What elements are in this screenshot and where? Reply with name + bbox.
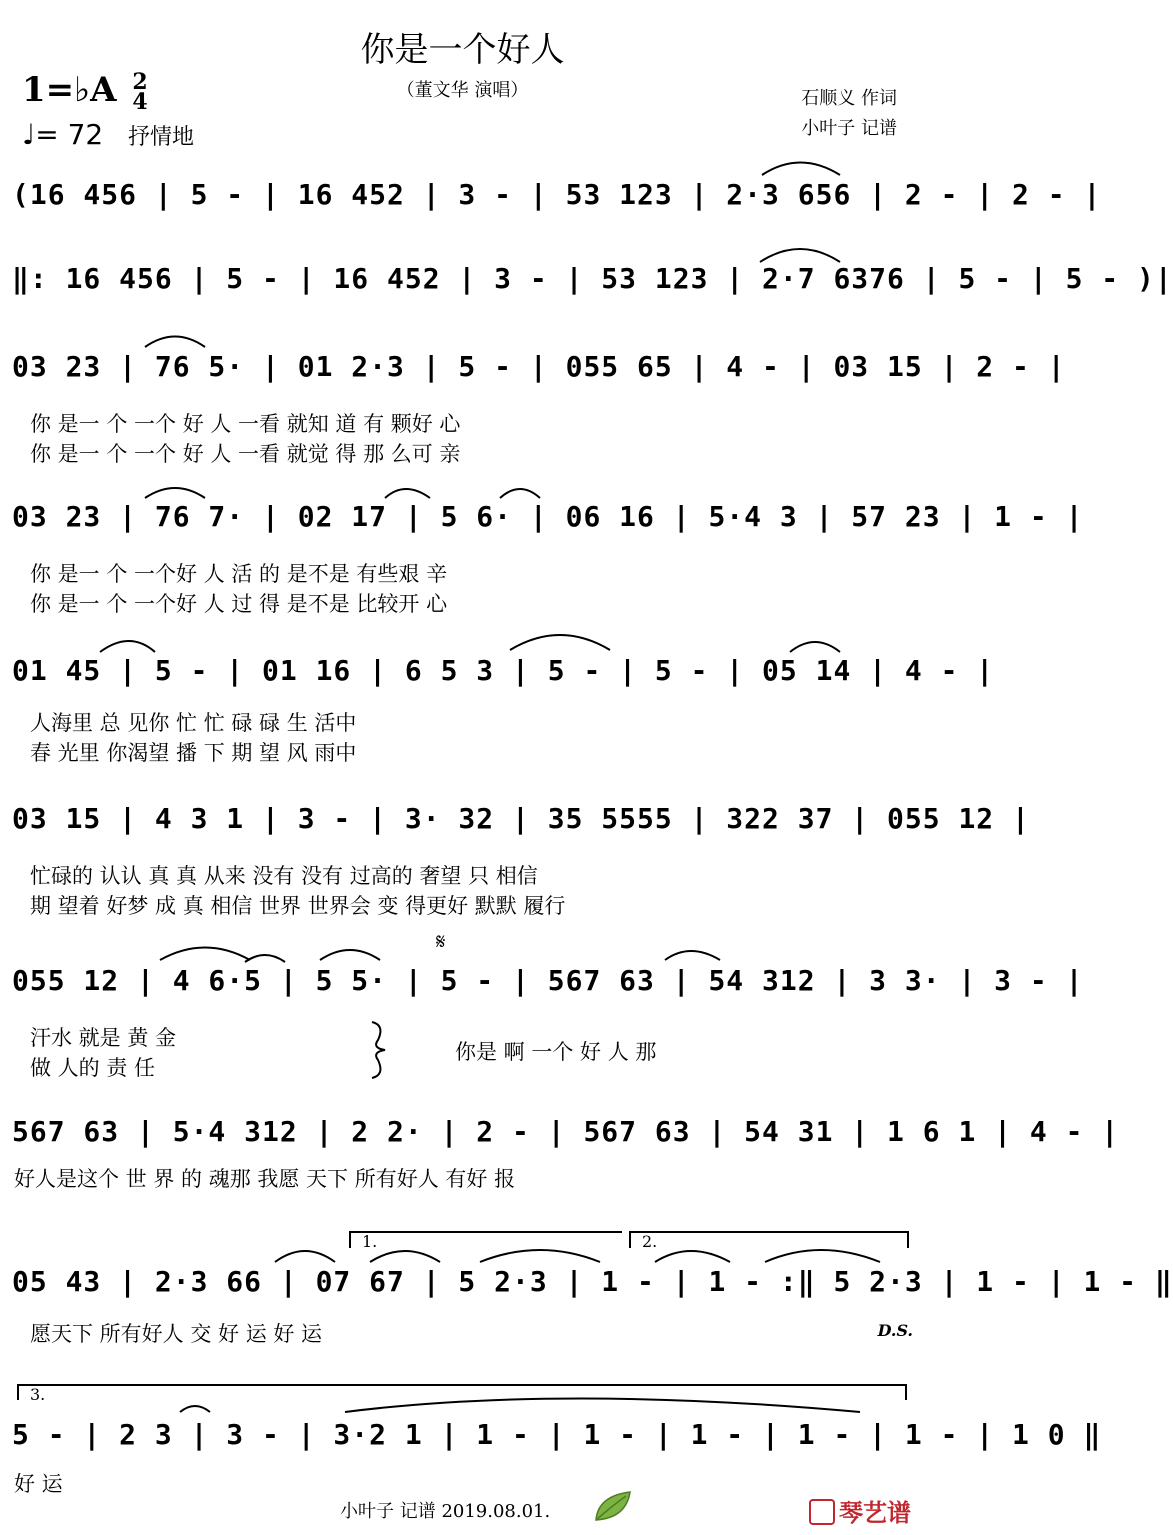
volta-1-label: 1. (362, 1232, 378, 1251)
slur (180, 1406, 210, 1412)
transcriber-credit: 小叶子 记谱 (801, 118, 897, 139)
dal-segno-mark: D.S. (877, 1321, 913, 1340)
song-title: 你是一个好人 (360, 30, 565, 70)
slur (480, 1250, 600, 1262)
lyric-row-3-verse-2: 你 是一 个 一个 好 人 一看 就觉 得 那 么可 亲 (30, 442, 461, 466)
slur (245, 955, 285, 962)
lyric-row-4-verse-2: 你 是一 个 一个好 人 过 得 是不是 比较开 心 (30, 592, 448, 616)
slur (765, 1250, 880, 1262)
lyric-row-5-verse-1: 人海里 总 见你 忙 忙 碌 碌 生 活中 (30, 711, 357, 735)
slur (370, 1251, 440, 1262)
slur (320, 950, 380, 960)
lyric-row-6-verse-1: 忙碌的 认认 真 真 从来 没有 没有 过高的 奢望 只 相信 (30, 864, 538, 888)
slur (275, 1251, 335, 1262)
score-row-8: 567 63 | 5·4 312 | 2 2· | 2 - | 567 63 | 54 31 | 1 6 1 | 4 - | (12, 1115, 1120, 1148)
performer: （董文华 演唱） (396, 80, 529, 101)
lyric-row-8: 好人是这个 世 界 的 魂那 我愿 天下 所有好人 有好 报 (14, 1167, 516, 1191)
score-row-9: 05 43 | 2·3 66 | 07 67 | 5 2·3 | 1 - | 1 - :‖ 5 2·3 | 1 - | 1 - ‖ (12, 1265, 1173, 1298)
volta-3-label: 3. (30, 1385, 46, 1404)
key-label: 1=♭A (22, 70, 117, 110)
score-row-1: (16 456 | 5 - | 16 452 | 3 - | 53 123 | 2·3 656 | 2 - | 2 - | (12, 178, 1102, 211)
lyric-row-10: 好 运 (14, 1472, 63, 1496)
segno-sign: 𝄋 (436, 930, 446, 955)
slur (790, 642, 840, 652)
slur (100, 641, 155, 652)
volta-2-label: 2. (642, 1232, 658, 1251)
slur (510, 635, 610, 650)
footer-transcriber-date: 小叶子 记谱 2019.08.01. (340, 1501, 551, 1522)
slur (500, 489, 540, 498)
lyric-row-4-verse-1: 你 是一 个 一个好 人 活 的 是不是 有些艰 辛 (30, 562, 448, 586)
slur (145, 488, 205, 498)
tempo-mark: ♩= 72 (22, 118, 104, 151)
lyric-row-9: 愿天下 所有好人 交 好 运 好 运 (30, 1322, 323, 1346)
slur (760, 249, 840, 262)
slur (665, 951, 720, 960)
leaf-icon (592, 1488, 634, 1524)
score-row-7: 055 12 | 4 6·5 | 5 5· | 5 - | 567 63 | 54 312 | 3 3· | 3 - | (12, 964, 1084, 997)
slur (160, 948, 250, 961)
volta-3-bracket (18, 1385, 906, 1400)
brand-name: 琴艺谱 (839, 1499, 911, 1527)
lyric-row-7-chorus: 你是 啊 一个 好 人 那 (455, 1040, 657, 1064)
expression-mark: 抒情地 (128, 125, 195, 150)
lyric-row-7-verse-2: 做 人的 责 任 (30, 1056, 156, 1080)
lyric-row-6-verse-2: 期 望着 好梦 成 真 相信 世界 世界会 变 得更好 默默 履行 (30, 894, 566, 918)
slur (762, 163, 840, 176)
lyricist-credit: 石顺义 作词 (801, 88, 897, 109)
brand-icon (809, 1499, 835, 1525)
time-top: 2 (132, 69, 148, 95)
slur (385, 489, 430, 498)
brand-logo[interactable] (809, 1493, 911, 1528)
score-row-3: 03 23 | 76 5· | 01 2·3 | 5 - | 055 65 | 4 - | 03 15 | 2 - | (12, 350, 1066, 383)
volta-1-bracket (350, 1232, 622, 1248)
score-row-6: 03 15 | 4 3 1 | 3 - | 3· 32 | 35 5555 | 322 37 | 055 12 | (12, 802, 1030, 835)
volta-2-bracket (630, 1232, 908, 1248)
lyric-row-3-verse-1: 你 是一 个 一个 好 人 一看 就知 道 有 颗好 心 (30, 412, 461, 436)
time-bottom: 4 (132, 89, 148, 115)
lyric-row-5-verse-2: 春 光里 你渴望 播 下 期 望 风 雨中 (30, 741, 357, 765)
lyric-brace (372, 1022, 385, 1078)
score-row-4: 03 23 | 76 7· | 02 17 | 5 6· | 06 16 | 5·4 3 | 57 23 | 1 - | (12, 500, 1084, 533)
slur (655, 1251, 730, 1262)
score-row-2: ‖: 16 456 | 5 - | 16 452 | 3 - | 53 123 | 2·7 6376 | 5 - | 5 - )| (12, 262, 1173, 295)
slur (345, 1399, 860, 1413)
score-row-5: 01 45 | 5 - | 01 16 | 6 5 3 | 5 - | 5 - | 05 14 | 4 - | (12, 654, 995, 687)
lyric-row-7-verse-1: 汗水 就是 黄 金 (30, 1026, 177, 1050)
score-row-10: 5 - | 2 3 | 3 - | 3·2 1 | 1 - | 1 - | 1 - | 1 - | 1 - | 1 0 ‖ (12, 1418, 1102, 1451)
slur (145, 337, 205, 348)
